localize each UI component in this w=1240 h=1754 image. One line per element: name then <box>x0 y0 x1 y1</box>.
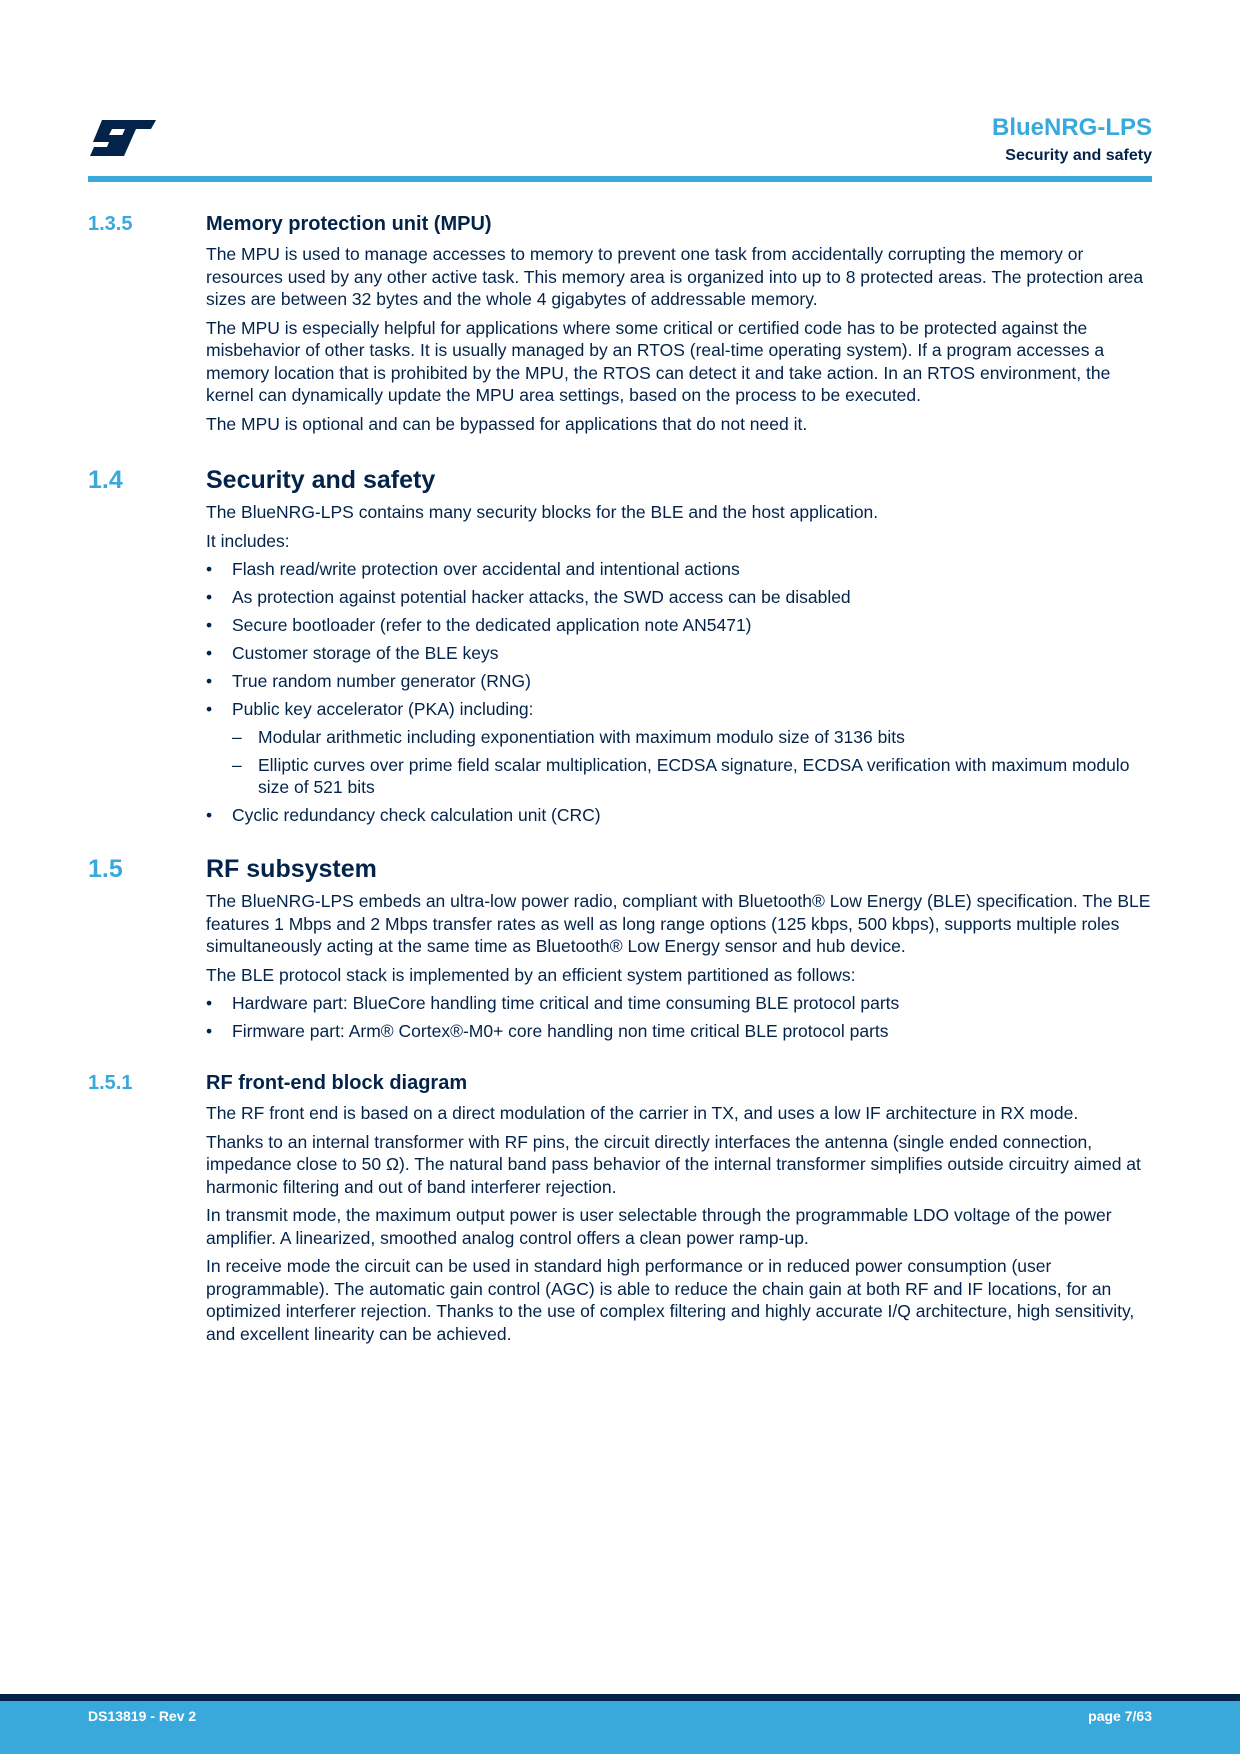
section-number: 1.3.5 <box>88 213 133 235</box>
header-rule <box>88 176 1152 182</box>
bullet-list <box>206 558 1152 827</box>
footer-rule <box>0 1694 1240 1701</box>
section-title: Memory protection unit (MPU) <box>206 213 492 235</box>
paragraph: In receive mode the circuit can be used in standard high performance or in reduced power consumption (user programmable). The automatic gain control (AGC) is able to reduce the chain gain at both RF and IF locations, for an optimized interferer rejection. Thanks to the use of complex filtering and highly accurate I/Q architecture, high sensitivity, and excellent linearity can be achieved. <box>206 1256 1135 1344</box>
list-item: • Cyclic redundancy check calculation unit (CRC) <box>206 804 1152 827</box>
st-logo-icon <box>88 118 158 158</box>
sub-list-item: – Elliptic curves over prime field scalar multiplication, ECDSA signature, ECDSA verification with maximum modulo size of 521 bits <box>232 754 1152 799</box>
paragraph: It includes: <box>206 530 290 551</box>
section-title: RF front-end block diagram <box>206 1072 468 1094</box>
section-heading <box>88 211 1152 237</box>
paragraph: The BlueNRG-LPS embeds an ultra-low power radio, compliant with Bluetooth® Low Energy (BLE) specification. The BLE features 1 Mbps and 2 Mbps transfer rates as well as long range options (125 kbps, 500 kbps), supports multiple roles simultaneously acting at the same time as Bluetooth® Low Energy sensor and hub device. <box>206 891 1151 956</box>
list-item: • Flash read/write protection over accidental and intentional actions <box>206 558 1152 581</box>
bullet-list <box>206 992 1152 1043</box>
list-item: • True random number generator (RNG) <box>206 670 1152 693</box>
paragraph: The MPU is used to manage accesses to memory to prevent one task from accidentally corrupting the memory or resources used by any other active task. This memory area is organized into up to 8 protected areas. The protection area sizes are between 32 bytes and the whole 4 gigabytes of addressable memory. <box>206 244 1144 309</box>
section-title: RF subsystem <box>206 855 377 883</box>
page-number: page 7/63 <box>1088 1708 1152 1724</box>
paragraph: The BLE protocol stack is implemented by an efficient system partitioned as follows: <box>206 964 856 985</box>
list-item: • Customer storage of the BLE keys <box>206 642 1152 665</box>
section-title: Security and safety <box>206 466 436 494</box>
list-item: • Secure bootloader (refer to the dedicated application note AN5471) <box>206 614 1152 637</box>
section-number: 1.5.1 <box>88 1072 133 1094</box>
paragraph: The RF front end is based on a direct modulation of the carrier in TX, and uses a low IF architecture in RX mode. <box>206 1103 1079 1123</box>
sub-list-item: – Modular arithmetic including exponentiation with maximum modulo size of 3136 bits <box>232 726 1152 749</box>
paragraph: Thanks to an internal transformer with RF pins, the circuit directly interfaces the antenna (single ended connection, impedance close to 50 Ω). The natural band pass behavior of the internal transformer simplifies outside circuitry aimed at harmonic filtering and out of band interferer rejection. <box>206 1131 1141 1197</box>
list-item: • Firmware part: Arm® Cortex®-M0+ core handling non time critical BLE protocol parts <box>206 1020 1152 1043</box>
section-heading <box>88 854 1152 884</box>
section-heading <box>88 465 1152 495</box>
section-heading <box>88 1070 1152 1096</box>
list-item: • Hardware part: BlueCore handling time critical and time consuming BLE protocol parts <box>206 992 1152 1015</box>
paragraph: The BlueNRG-LPS contains many security blocks for the BLE and the host application. <box>206 502 879 522</box>
paragraph: In transmit mode, the maximum output power is user selectable through the programmable LDO voltage of the power amplifier. A linearized, smoothed analog control offers a clean power ramp-up. <box>206 1205 1112 1248</box>
section-1-5-1 <box>88 1070 1152 1345</box>
sub-bullet-list <box>232 726 1152 799</box>
section-1-3-5 <box>88 211 1152 435</box>
page-body <box>88 211 1152 1351</box>
document-id: DS13819 - Rev 2 <box>88 1708 197 1724</box>
list-item-text: Public key accelerator (PKA) including: <box>232 699 534 719</box>
section-number: 1.4 <box>88 466 123 494</box>
document-title: BlueNRG-LPS <box>991 114 1152 141</box>
paragraph: The MPU is especially helpful for applications where some critical or certified code has to be protected against the misbehavior of other tasks. It is usually managed by an RTOS (real-time operating system). If a program accesses a memory location that is prohibited by the MPU, the RTOS can detect it and take action. In an RTOS environment, the kernel can dynamically update the MPU area settings, based on the process to be executed. <box>206 317 1111 405</box>
section-number: 1.5 <box>88 855 123 883</box>
section-1-5 <box>88 854 1152 1043</box>
list-item: • As protection against potential hacker attacks, the SWD access can be disabled <box>206 586 1152 609</box>
list-item <box>206 698 1152 799</box>
section-1-4 <box>88 465 1152 827</box>
paragraph: The MPU is optional and can be bypassed for applications that do not need it. <box>206 413 808 434</box>
section-running-header: Security and safety <box>1005 147 1152 164</box>
